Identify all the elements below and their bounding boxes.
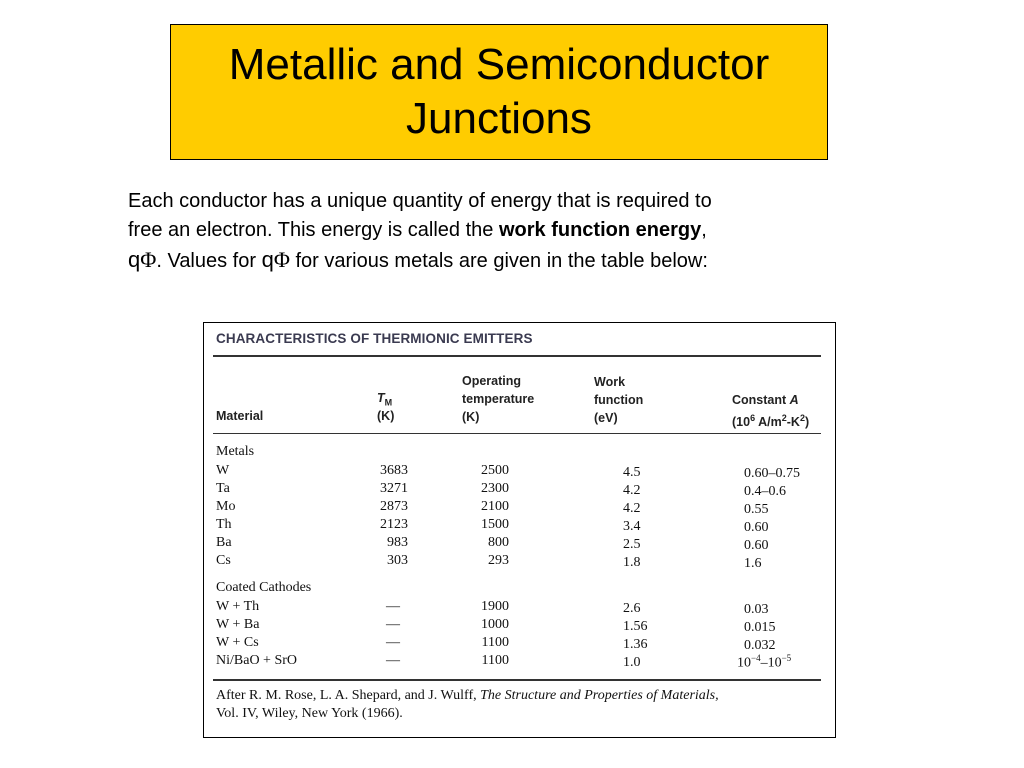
- const-range-exp-2: −5: [781, 653, 792, 663]
- cell-op-temp: 2100: [481, 499, 509, 514]
- const-range-exp-1: −4: [751, 653, 761, 663]
- cell-work-function: 2.5: [623, 537, 641, 552]
- cell-work-function: 4.2: [623, 483, 641, 498]
- cell-material: Cs: [216, 553, 231, 568]
- const-unit-b: A/m: [755, 415, 782, 430]
- cell-work-function: 1.56: [623, 619, 648, 634]
- cell-tm: 303: [387, 553, 408, 568]
- header-tm-subscript: M: [384, 397, 393, 408]
- header-constant-symbol: A: [789, 393, 799, 407]
- cell-work-function: 1.0: [623, 655, 641, 670]
- cell-op-temp: 2500: [481, 463, 509, 478]
- cell-constant: 0.015: [744, 620, 776, 635]
- const-unit-sup-3: 2: [799, 413, 805, 423]
- slide-title-box: [170, 24, 828, 160]
- cell-material: Ba: [216, 535, 232, 550]
- cell-tm: 2123: [380, 517, 408, 532]
- cell-constant: 0.4–0.6: [744, 484, 786, 499]
- cell-material: Mo: [216, 499, 236, 514]
- group-heading-metals: Metals: [216, 444, 255, 459]
- cell-constant: 0.03: [744, 602, 769, 617]
- cell-tm: —: [386, 599, 400, 614]
- cell-op-temp: 1900: [481, 599, 509, 614]
- header-material: Material: [216, 409, 264, 423]
- work-function-term: work function energy: [498, 219, 702, 241]
- cell-work-function: 4.5: [623, 465, 641, 480]
- cell-work-function: 1.8: [623, 555, 641, 570]
- cell-material: Ta: [216, 481, 230, 496]
- cell-op-temp: 1000: [481, 617, 509, 632]
- cell-tm: —: [386, 653, 400, 668]
- cell-op-temp: 1100: [481, 635, 509, 650]
- cell-work-function: 1.36: [623, 637, 648, 652]
- slide-title-line-1: Metallic and Semiconductor: [228, 40, 770, 89]
- cell-material: W: [216, 463, 230, 478]
- footnote-authors: After R. M. Rose, L. A. Shepard, and J. Wulff,: [216, 688, 481, 703]
- cell-work-function: 2.6: [623, 601, 641, 616]
- intro-line-2: [128, 216, 908, 245]
- cell-op-temp: 1500: [481, 517, 509, 532]
- intro-paragraph: [128, 187, 908, 276]
- table-footnote-line-2: Vol. IV, Wiley, New York (1966).: [216, 706, 403, 721]
- header-op-unit: (K): [462, 410, 480, 424]
- cell-op-temp: 1100: [481, 653, 509, 668]
- const-range-dash: –: [760, 655, 768, 671]
- const-unit-d: ): [804, 415, 810, 430]
- cell-material: Ni/BaO + SrO: [216, 653, 298, 668]
- cell-tm: —: [386, 635, 400, 650]
- header-tm-unit: (K): [377, 409, 395, 423]
- header-constant: [732, 391, 799, 409]
- header-tm-symbol: T: [377, 391, 385, 405]
- caption-rule: [213, 355, 821, 357]
- header-constant-label: Constant: [732, 393, 790, 407]
- header-constant-unit: [732, 409, 809, 431]
- cell-constant: 0.032: [744, 638, 776, 653]
- cell-op-temp: 2300: [481, 481, 509, 496]
- const-unit-sup-1: 6: [750, 413, 756, 423]
- cell-tm: 3683: [380, 463, 408, 478]
- cell-op-temp: 800: [488, 535, 509, 550]
- header-rule: [213, 433, 821, 434]
- table-caption: CHARACTERISTICS OF THERMIONIC EMITTERS: [216, 331, 533, 346]
- header-op-line-1: Operating: [462, 374, 522, 388]
- table-footnote-line-1: [216, 687, 719, 705]
- q-symbol-1: q: [128, 247, 141, 272]
- cell-op-temp: 293: [488, 553, 509, 568]
- cell-constant: [737, 653, 791, 672]
- footnote-book-title: The Structure and Properties of Materials,: [480, 688, 719, 703]
- header-wf-unit: (eV): [594, 411, 618, 425]
- cell-tm: 2873: [380, 499, 408, 514]
- intro-line-3-end: for various metals are given in the table below:: [289, 250, 708, 272]
- header-wf-line-2: function: [594, 393, 644, 407]
- q-symbol-2: q: [261, 247, 274, 272]
- header-wf-line-1: Work: [594, 375, 626, 389]
- cell-constant: 1.6: [744, 556, 762, 571]
- footer-rule: [213, 679, 821, 681]
- cell-work-function: 4.2: [623, 501, 641, 516]
- intro-line-2-start: free an electron. This energy is called the: [128, 219, 499, 241]
- cell-constant: 0.55: [744, 502, 769, 517]
- intro-line-2-comma: ,: [701, 219, 707, 241]
- cell-constant: 0.60–0.75: [744, 466, 800, 481]
- cell-work-function: 3.4: [623, 519, 641, 534]
- const-unit-a: (10: [732, 415, 751, 430]
- cell-constant: 0.60: [744, 520, 769, 535]
- thermionic-emitters-table: [203, 322, 836, 738]
- cell-tm: 3271: [380, 481, 408, 496]
- cell-tm: 983: [387, 535, 408, 550]
- cell-material: W + Th: [216, 599, 260, 614]
- slide-title-line-2: Junctions: [406, 94, 592, 143]
- group-heading-coated-cathodes: Coated Cathodes: [216, 580, 312, 595]
- cell-material: W + Cs: [216, 635, 259, 650]
- intro-line-3: [128, 245, 908, 276]
- intro-line-1: Each conductor has a unique quantity of energy that is required to: [128, 190, 712, 212]
- const-range-base-1: 10: [737, 655, 751, 671]
- cell-constant: 0.60: [744, 538, 769, 553]
- const-unit-sup-2: 2: [781, 413, 787, 423]
- cell-tm: —: [386, 617, 400, 632]
- phi-symbol-2: Φ: [273, 247, 290, 272]
- const-unit-c: -K: [786, 415, 800, 430]
- cell-material: W + Ba: [216, 617, 260, 632]
- cell-material: Th: [216, 517, 232, 532]
- phi-symbol-1: Φ: [140, 247, 157, 272]
- const-range-base-2: 10: [767, 655, 782, 671]
- intro-line-3-mid: . Values for: [156, 250, 262, 272]
- header-op-line-2: temperature: [462, 392, 535, 406]
